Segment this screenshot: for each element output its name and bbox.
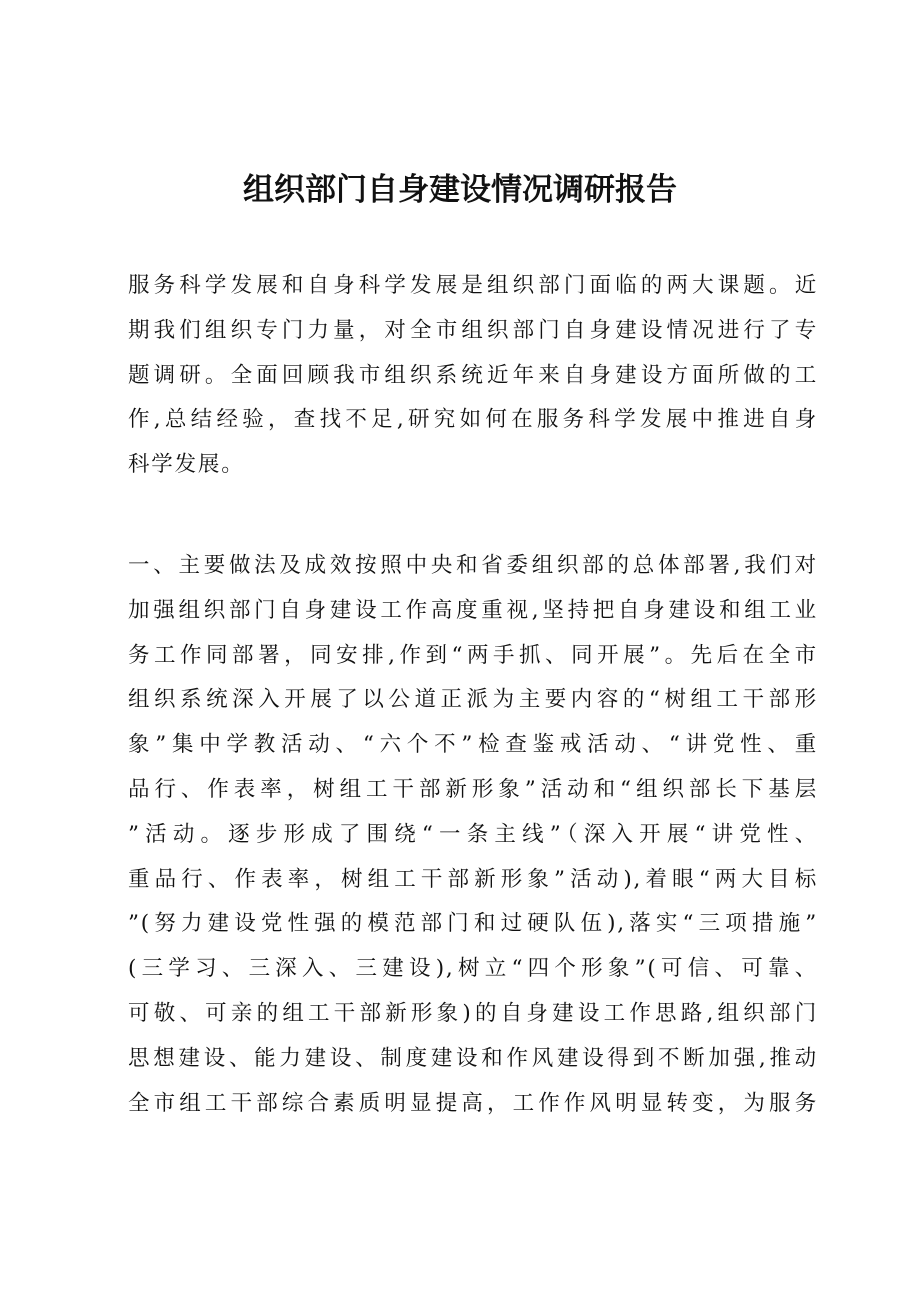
paragraph-line: 组织系统深入开展了以公道正派为主要内容的“树组工干部形 bbox=[128, 687, 818, 713]
paragraph-line: 品行、作表率，树组工干部新形象”活动和“组织部长下基层 bbox=[128, 776, 818, 802]
paragraph-intro bbox=[128, 264, 818, 488]
document-title: 组织部门自身建设情况调研报告 bbox=[243, 172, 677, 208]
paragraph-line: 加强组织部门自身建设工作高度重视,坚持把自身建设和组工业 bbox=[128, 597, 818, 623]
paragraph-line: ”活动。逐步形成了围绕“一条主线”（深入开展“讲党性、 bbox=[128, 821, 818, 847]
paragraph-line: 务工作同部署，同安排,作到“两手抓、同开展”。先后在全市 bbox=[128, 642, 818, 668]
paragraph-line: 可敬、可亲的组工干部新形象)的自身建设工作思路,组织部门 bbox=[128, 1000, 818, 1026]
paragraph-line: 题调研。全面回顾我市组织系统近年来自身建设方面所做的工 bbox=[128, 362, 818, 388]
paragraph-section-one bbox=[128, 544, 818, 1126]
paragraph-line: 重品行、作表率，树组工干部新形象”活动),着眼“两大目标 bbox=[128, 866, 818, 892]
paragraph-line: ”(努力建设党性强的模范部门和过硬队伍),落实“三项措施” bbox=[128, 911, 818, 937]
paragraph-line: (三学习、三深入、三建设),树立“四个形象”(可信、可靠、 bbox=[128, 956, 818, 982]
paragraph-line: 期我们组织专门力量，对全市组织部门自身建设情况进行了专 bbox=[128, 317, 818, 343]
paragraph-line: 科学发展。 bbox=[128, 452, 245, 478]
paragraph-line: 一、主要做法及成效按照中央和省委组织部的总体部署,我们对 bbox=[128, 553, 818, 578]
paragraph-line: 全市组工干部综合素质明显提高，工作作风明显转变，为服务 bbox=[128, 1090, 818, 1116]
paragraph-line: 象”集中学教活动、“六个不”检查鉴戒活动、“讲党性、重 bbox=[128, 732, 818, 758]
paragraph-line: 作,总结经验，查找不足,研究如何在服务科学发展中推进自身 bbox=[128, 407, 818, 433]
paragraph-line: 服务科学发展和自身科学发展是组织部门面临的两大课题。近 bbox=[128, 273, 818, 298]
paragraph-line: 思想建设、能力建设、制度建设和作风建设得到不断加强,推动 bbox=[128, 1045, 818, 1071]
